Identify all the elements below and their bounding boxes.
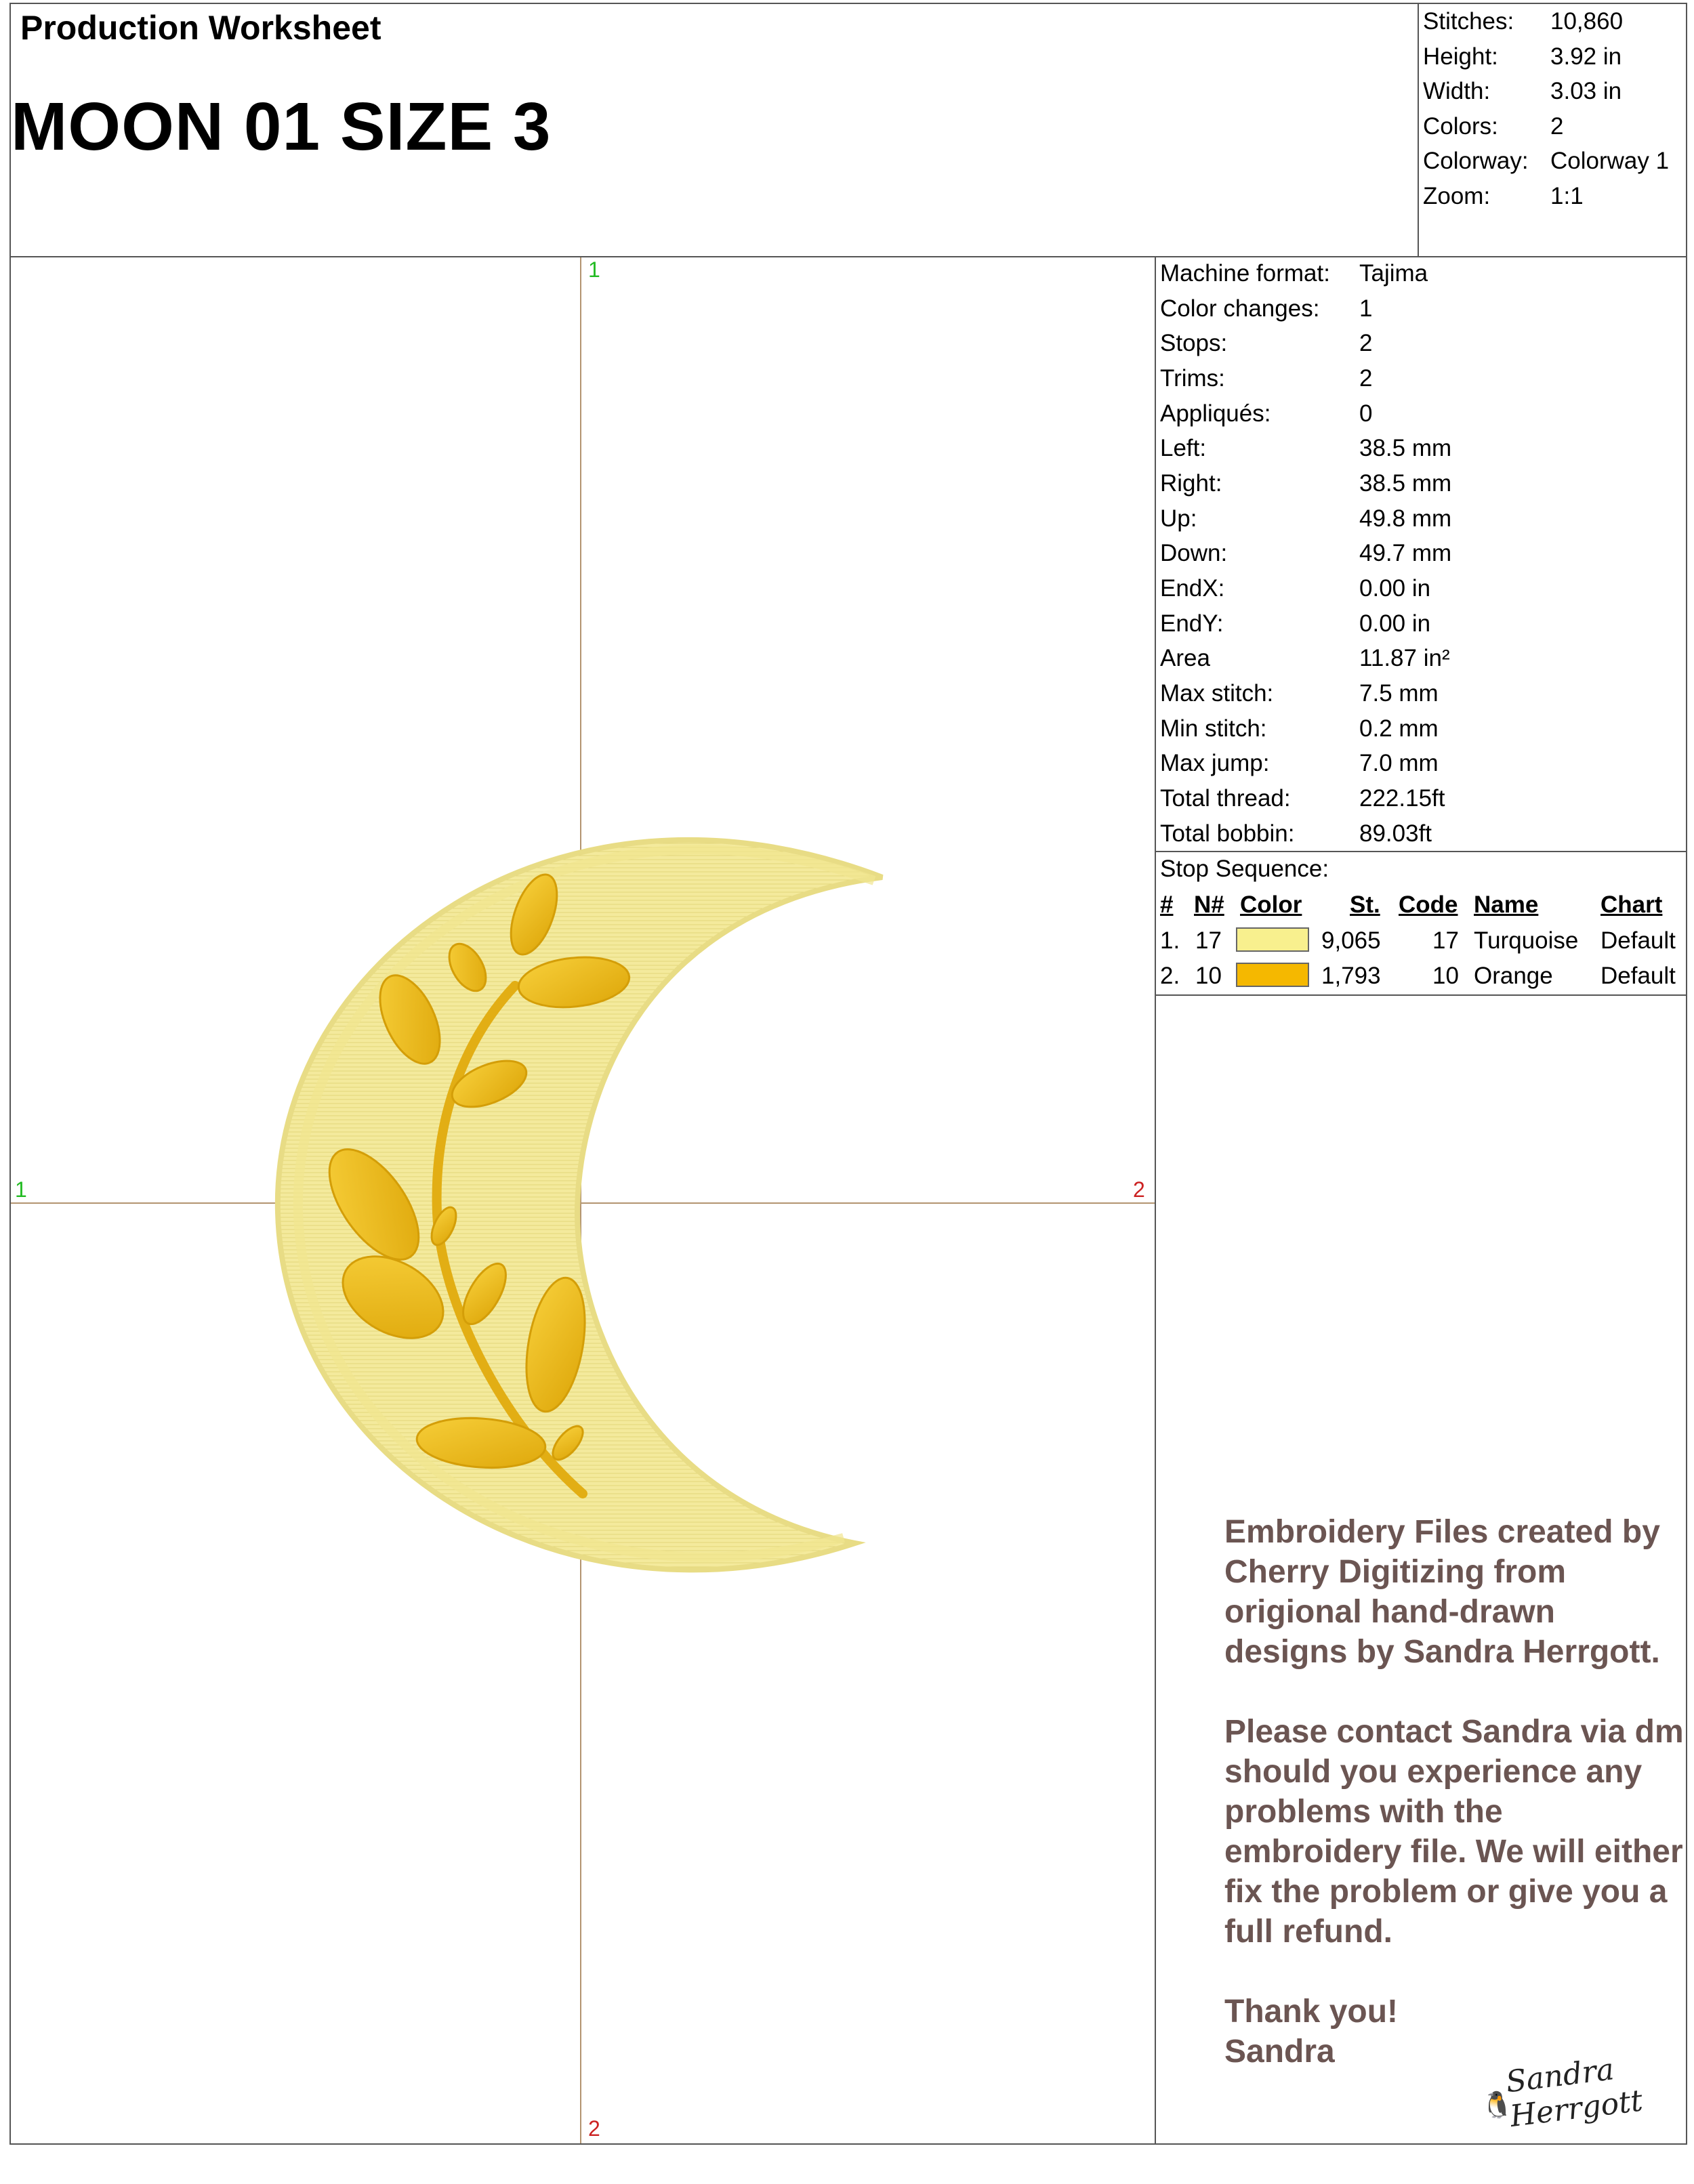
column-header: Name (1474, 891, 1539, 918)
stat-label: Machine format: (1160, 260, 1330, 287)
stat-label: Down: (1160, 540, 1228, 566)
summary-value: 2 (1550, 113, 1564, 140)
credits-paragraph: Please contact Sandra via dm should you experience any problems with the embroidery file. We will either fix the problem or give you a full refund. (1224, 1714, 1684, 1950)
thank-you: Thank you! (1224, 1994, 1399, 2030)
stitch-count: 1,793 (1321, 963, 1381, 989)
credits-text (1224, 1512, 1685, 2072)
summary-label: Stitches: (1423, 8, 1514, 35)
thread-code: 10 (1432, 963, 1459, 989)
stat-value: 49.8 mm (1359, 505, 1452, 532)
sign-off: Sandra (1224, 2034, 1335, 2070)
summary-label: Width: (1423, 78, 1491, 104)
stat-value: 7.0 mm (1359, 750, 1439, 776)
thread-chart: Default (1600, 927, 1676, 954)
column-header: N# (1194, 891, 1224, 918)
summary-label: Height: (1423, 43, 1498, 70)
stat-label: Min stitch: (1160, 715, 1267, 742)
stat-value: 0.00 in (1359, 575, 1431, 602)
stitch-count: 9,065 (1321, 927, 1381, 954)
row-index: 2. (1160, 963, 1180, 989)
stat-value: 0.2 mm (1359, 715, 1439, 742)
stat-label: Area (1160, 645, 1210, 671)
stat-label: Color changes: (1160, 295, 1320, 322)
stat-value: 2 (1359, 330, 1373, 356)
stat-value: 89.03ft (1359, 820, 1432, 847)
marker-top: 1 (588, 257, 600, 282)
stat-label: Up: (1160, 505, 1197, 532)
stat-value: 0.00 in (1359, 610, 1431, 637)
stat-label: Appliqués: (1160, 400, 1271, 427)
stat-label: Total bobbin: (1160, 820, 1295, 847)
stat-value: 49.7 mm (1359, 540, 1452, 566)
stat-label: Stops: (1160, 330, 1228, 356)
needle-number: 17 (1195, 927, 1222, 954)
stat-value: Tajima (1359, 260, 1428, 287)
stat-label: Trims: (1160, 365, 1225, 392)
column-header: Color (1240, 891, 1302, 918)
summary-label: Colors: (1423, 113, 1498, 140)
needle-number: 10 (1195, 963, 1222, 989)
stat-value: 38.5 mm (1359, 470, 1452, 497)
stat-value: 0 (1359, 400, 1373, 427)
signature: Sandra Herrgott (1504, 2052, 1645, 2134)
design-name: MOON 01 SIZE 3 (11, 89, 552, 165)
stat-value: 2 (1359, 365, 1373, 392)
stat-label: Left: (1160, 435, 1207, 461)
summary-label: Zoom: (1423, 183, 1491, 209)
summary-label: Colorway: (1423, 148, 1529, 174)
stat-value: 11.87 in² (1359, 645, 1450, 671)
thread-name: Orange (1474, 963, 1553, 989)
column-header: St. (1350, 891, 1380, 918)
column-header: # (1160, 891, 1174, 918)
summary-value: 3.03 in (1550, 78, 1622, 104)
document-title: Production Worksheet (20, 9, 381, 47)
summary-value: 1:1 (1550, 183, 1584, 209)
thread-code: 17 (1432, 927, 1459, 954)
stat-value: 1 (1359, 295, 1373, 322)
marker-left: 1 (15, 1177, 27, 1202)
stat-value: 7.5 mm (1359, 680, 1439, 707)
thread-name: Turquoise (1474, 927, 1579, 954)
stat-value: 222.15ft (1359, 785, 1445, 812)
marker-right: 2 (1133, 1177, 1145, 1202)
row-index: 1. (1160, 927, 1180, 954)
stat-label: Max stitch: (1160, 680, 1274, 707)
stat-value: 38.5 mm (1359, 435, 1452, 461)
column-header: Code (1399, 891, 1458, 918)
thread-chart: Default (1600, 963, 1676, 989)
marker-bottom: 2 (588, 2116, 600, 2141)
credits-paragraph: Embroidery Files created by Cherry Digitizing from origional hand-drawn designs by Sandra Herrgott. (1224, 1514, 1660, 1670)
summary-value: Colorway 1 (1550, 148, 1670, 174)
stat-label: EndX: (1160, 575, 1225, 602)
stat-label: Total thread: (1160, 785, 1291, 812)
stat-label: EndY: (1160, 610, 1224, 637)
penguin-icon: 🐧 (1481, 2091, 1514, 2120)
summary-value: 10,860 (1550, 8, 1624, 35)
stat-label: Max jump: (1160, 750, 1270, 776)
stop-sequence-title: Stop Sequence: (1160, 856, 1329, 882)
column-header: Chart (1600, 891, 1663, 918)
stat-label: Right: (1160, 470, 1222, 497)
summary-value: 3.92 in (1550, 43, 1622, 70)
